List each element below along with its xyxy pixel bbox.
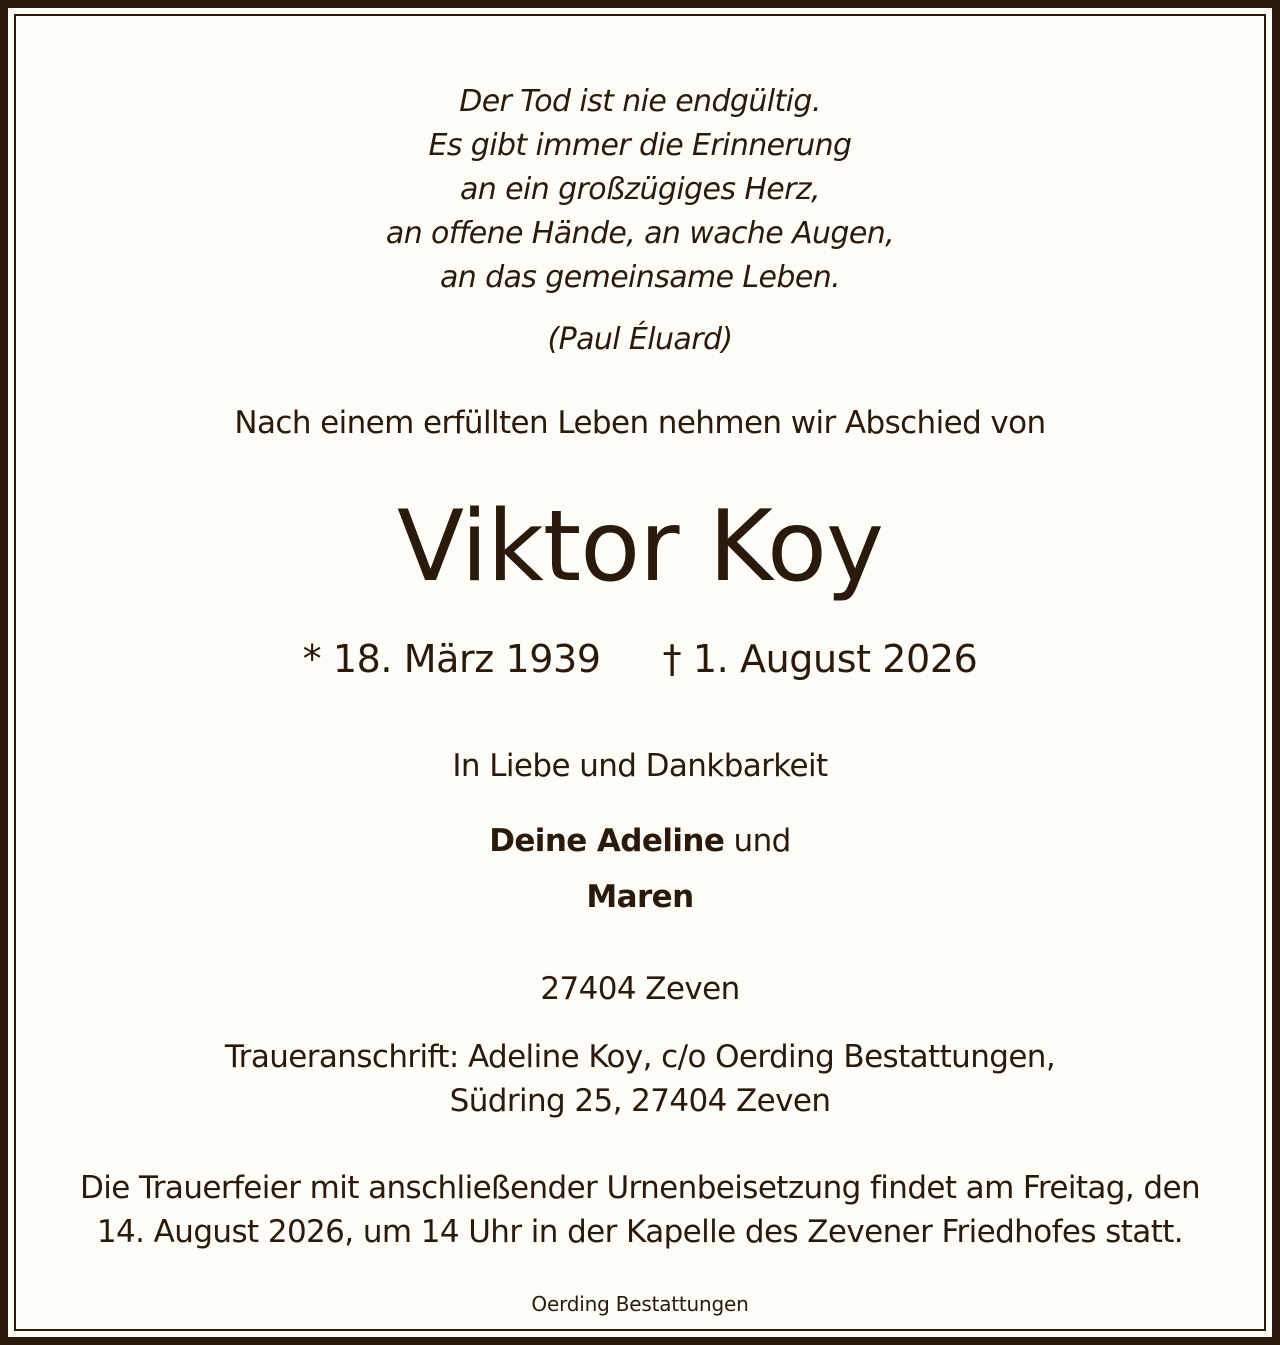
intro-text: Nach einem erfüllten Leben nehmen wir Abschied von bbox=[234, 405, 1046, 441]
poem-line: Der Tod ist nie endgültig. bbox=[459, 84, 821, 119]
poem-line: an offene Hände, an wache Augen, bbox=[385, 216, 895, 251]
mourner-connector: und bbox=[733, 823, 791, 859]
poem-author: (Paul Éluard) bbox=[547, 322, 733, 357]
ceremony-line: 14. August 2026, um 14 Uhr in der Kapelle des Zevener Friedhofes statt. bbox=[96, 1214, 1184, 1250]
mourner-adeline: Deine Adeline bbox=[489, 823, 725, 859]
ceremony-line: Die Trauerfeier mit anschließender Urnenbeisetzung findet am Freitag, den bbox=[79, 1170, 1200, 1206]
death-date: † 1. August 2026 bbox=[662, 637, 978, 681]
life-dates bbox=[0, 637, 1280, 681]
deceased-name: Viktor Koy bbox=[396, 490, 884, 604]
poem-line: Es gibt immer die Erinnerung bbox=[428, 128, 852, 163]
poem-line: an das gemeinsame Leben. bbox=[439, 260, 841, 295]
address-line: Traueranschrift: Adeline Koy, c/o Oerding Bestattungen, bbox=[224, 1039, 1056, 1075]
closing-text: In Liebe und Dankbarkeit bbox=[452, 748, 828, 784]
mourner-maren: Maren bbox=[586, 879, 694, 915]
undertaker-credit: Oerding Bestattungen bbox=[531, 1292, 749, 1316]
poem-line: an ein großzügiges Herz, bbox=[460, 172, 820, 207]
place-text: 27404 Zeven bbox=[540, 971, 740, 1007]
birth-date: * 18. März 1939 bbox=[302, 637, 601, 681]
mourners-line bbox=[0, 823, 1280, 859]
address-line: Südring 25, 27404 Zeven bbox=[449, 1083, 831, 1119]
